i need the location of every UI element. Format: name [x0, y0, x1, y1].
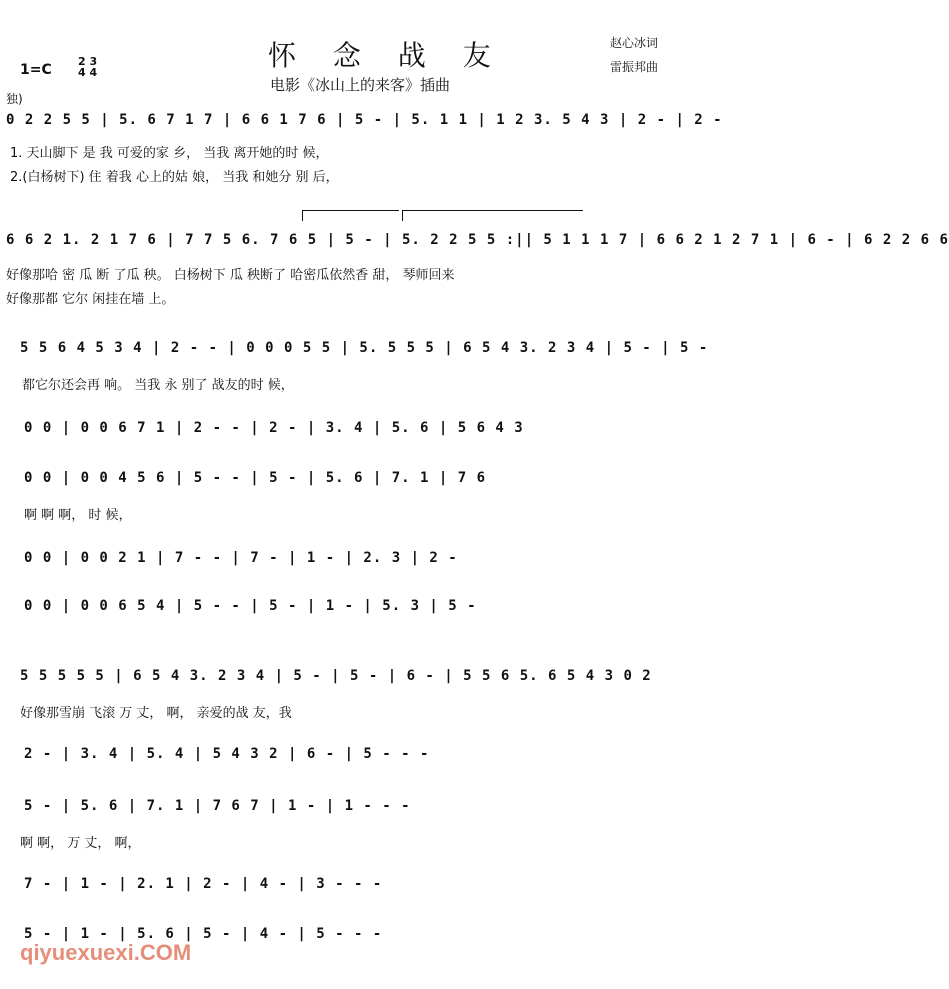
- system-4-part-4: [0, 876, 740, 898]
- key-signature: 1=C: [20, 62, 52, 78]
- notation-line: 6 6 2 1. 2 1 7 6 | 7 7 5 6. 7 6 5 | 5 - | 5. 2 2 5 5 :|| 5 1 1 1 7 | 6 6 2 1 2 7 1 | 6 - | 6 2 2 6 6: [6, 232, 949, 248]
- song-title: 怀 念 战 友: [268, 39, 505, 72]
- song-subtitle: 电影《冰山上的来客》插曲: [270, 76, 451, 94]
- lyric-line: 好像那雪崩 飞滚 万 丈， 啊， 亲爱的战 友，我: [20, 706, 292, 721]
- lyric-verse-1: 好像那哈 密 瓜 断 了瓜 秧。 白杨树下 瓜 秧断了 哈密瓜依然香 甜， 琴师回来: [6, 268, 455, 283]
- meter-top: 2 3: [78, 55, 98, 68]
- notation-line: 2 - | 3. 4 | 5. 4 | 5 4 3 2 | 6 - | 5 - - -: [24, 746, 430, 762]
- meter-bottom: 4 4: [78, 66, 98, 79]
- site-watermark: qiyuexuexi.COM: [20, 940, 192, 965]
- performance-mode: 独): [6, 92, 23, 106]
- first-ending-bracket: [302, 210, 399, 221]
- notation-line: 7 - | 1 - | 2. 1 | 2 - | 4 - | 3 - - -: [24, 876, 383, 892]
- lyricist-credit: 赵心冰词: [610, 36, 659, 50]
- notation-line: 0 0 | 0 0 2 1 | 7 - - | 7 - | 1 - | 2. 3 | 2 -: [24, 550, 458, 566]
- composer-credit: 雷振邦曲: [610, 60, 659, 74]
- lyric-line: 啊 啊 啊， 时 候，: [24, 508, 132, 523]
- system-2: [0, 232, 949, 254]
- notation-line: 5 - | 5. 6 | 7. 1 | 7 6 7 | 1 - | 1 - - -: [24, 798, 411, 814]
- system-3-part-3: [0, 470, 740, 492]
- lyric-verse-2: 2.(白杨树下) 住 着我 心上的姑 娘， 当我 和她分 别 后，: [10, 170, 339, 185]
- system-3-part-5: [0, 598, 740, 620]
- notation-line: 5 5 5 5 5 | 6 5 4 3. 2 3 4 | 5 - | 5 - | 6 - | 5 5 6 5. 6 5 4 3 0 2: [20, 668, 652, 684]
- notation-line: 0 0 | 0 0 4 5 6 | 5 - - | 5 - | 5. 6 | 7. 1 | 7 6: [24, 470, 487, 486]
- lyric-verse-1: 1. 天山脚下 是 我 可爱的家 乡， 当我 离开她的时 候，: [10, 146, 329, 161]
- notation-line: 5 5 6 4 5 3 4 | 2 - - | 0 0 0 5 5 | 5. 5 5 5 | 6 5 4 3. 2 3 4 | 5 - | 5 -: [20, 340, 709, 356]
- system-4-part-2: [0, 746, 740, 768]
- system-4-melody: [0, 668, 740, 690]
- notation-line: 0 0 | 0 0 6 7 1 | 2 - - | 2 - | 3. 4 | 5. 6 | 5 6 4 3: [24, 420, 524, 436]
- system-4-part-3: [0, 798, 740, 820]
- notation-line: 0 0 | 0 0 6 5 4 | 5 - - | 5 - | 1 - | 5. 3 | 5 -: [24, 598, 477, 614]
- notation-line: 5 - | 1 - | 5. 6 | 5 - | 4 - | 5 - - -: [24, 926, 383, 942]
- lyric-line: 都它尔还会再 响。 当我 永 别了 战友的时 候，: [22, 378, 294, 393]
- time-signature: [78, 56, 97, 78]
- second-ending-bracket: [402, 210, 583, 221]
- system-1: [0, 112, 740, 134]
- system-3-part-2: [0, 420, 740, 442]
- system-3-part-4: [0, 550, 740, 572]
- lyric-line: 啊 啊， 万 丈， 啊，: [20, 836, 141, 851]
- notation-line: 0 2 2 5 5 | 5. 6 7 1 7 | 6 6 1 7 6 | 5 - | 5. 1 1 | 1 2 3. 5 4 3 | 2 - | 2 -: [6, 112, 723, 128]
- lyric-verse-2: 好像那都 它尔 闲挂在墙 上。: [6, 292, 175, 307]
- system-3-melody: [0, 340, 740, 362]
